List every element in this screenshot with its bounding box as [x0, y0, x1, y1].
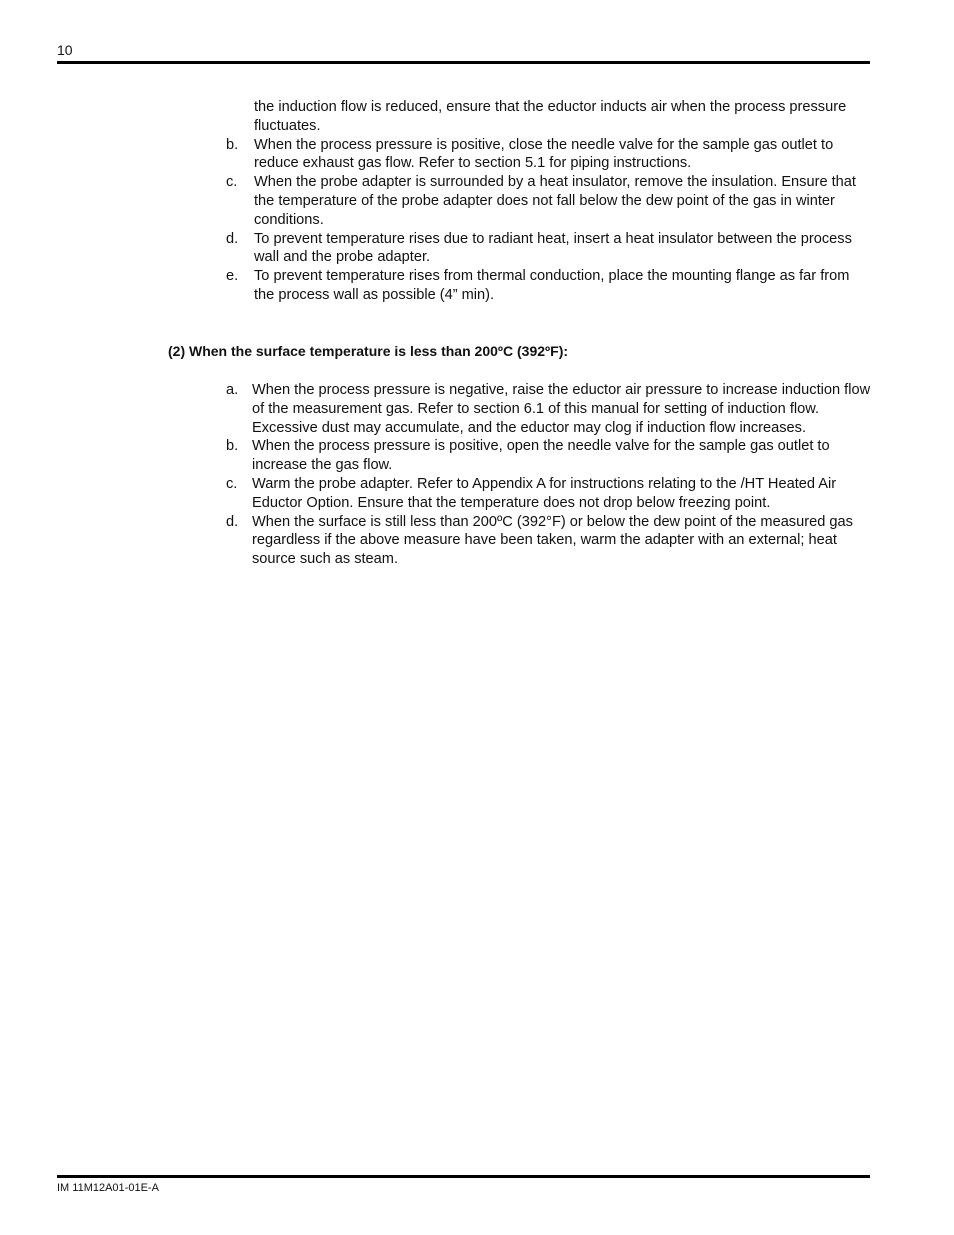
list-item	[226, 230, 871, 268]
list-text: When the process pressure is positive, open the needle valve for the sample gas outlet to increase the gas flow.	[252, 438, 830, 474]
section-heading: (2) When the surface temperature is less than 200ºC (392ºF):	[168, 343, 569, 359]
footer-rule	[57, 1175, 870, 1178]
list-item	[226, 173, 871, 229]
list-text: When the process pressure is positive, close the needle valve for the sample gas outlet to reduce exhaust gas flow. Refer to section 5.1 for piping instructions.	[254, 136, 834, 172]
list-marker: d.	[226, 513, 239, 530]
list-text: To prevent temperature rises due to radiant heat, insert a heat insulator between the process wall and the probe adapter.	[254, 230, 852, 266]
document-id: IM 11M12A01-01E-A	[57, 1182, 159, 1194]
list-marker: b.	[226, 136, 239, 153]
list-marker: c.	[226, 475, 238, 492]
list-item	[226, 475, 871, 513]
list-item	[226, 513, 871, 569]
list-item	[226, 136, 871, 174]
header-rule	[57, 61, 870, 64]
list-text: When the process pressure is negative, raise the eductor air pressure to increase induction flow of the measurement gas. Refer to section 6.1 of this manual for setting of induction flow. Excessive dust may accumulate, and the eductor may clog if induction flow increases.	[252, 382, 871, 436]
list-marker: b.	[226, 438, 239, 455]
list-text: Warm the probe adapter. Refer to Appendix A for instructions relating to the /HT Heated Air Eductor Option. Ensure that the temperature does not drop below freezing point.	[252, 475, 837, 511]
list-item	[226, 381, 871, 437]
instruction-list-2	[226, 381, 871, 569]
list-item	[226, 437, 871, 475]
list-text: To prevent temperature rises from thermal conduction, place the mounting flange as far from the process wall as possible (4” min).	[254, 268, 850, 303]
list-marker: e.	[226, 268, 239, 285]
instruction-list-1	[226, 98, 871, 305]
list-marker: a.	[226, 382, 239, 398]
list-item	[226, 267, 871, 305]
page-number: 10	[57, 42, 73, 58]
list-text: When the probe adapter is surrounded by a heat insulator, remove the insulation. Ensure that the temperature of the probe adapter does not fall below the dew point of the gas in winter conditions.	[254, 174, 856, 228]
list-text: When the surface is still less than 200ºC (392°F) or below the dew point of the measured gas regardless if the above measure have been taken, warm the adapter with an external; heat source such as steam.	[252, 513, 853, 568]
list-marker: c.	[226, 174, 238, 191]
list-item	[226, 98, 871, 136]
list-text: the induction flow is reduced, ensure that the eductor inducts air when the process pressure fluctuates.	[254, 99, 847, 134]
list-marker: d.	[226, 230, 239, 247]
